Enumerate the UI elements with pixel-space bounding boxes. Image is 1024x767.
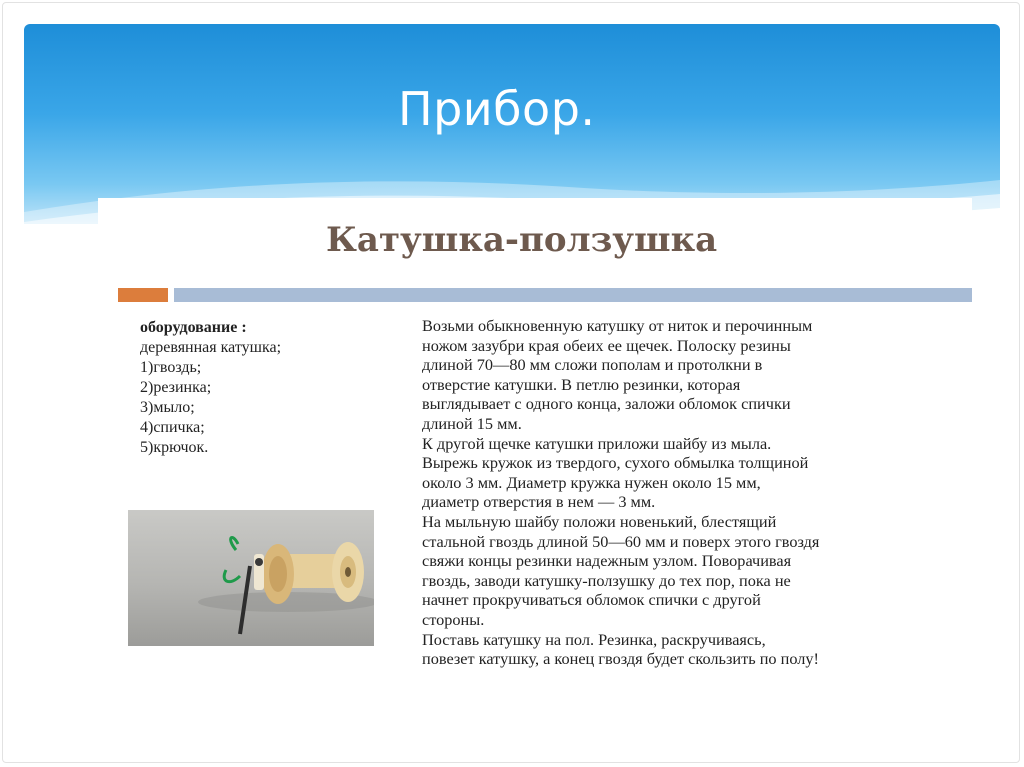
instruction-line: отверстие катушки. В петлю резинки, которая — [422, 374, 741, 394]
instruction-line: диаметр отверстия в нем — 3 мм. — [422, 492, 656, 512]
instruction-line: свяжи концы резинки надежным узлом. Поворачивая — [422, 551, 792, 571]
instruction-line: около 3 мм. Диаметр кружка нужен около 15 мм, — [422, 472, 761, 492]
accent-bar-blue — [174, 288, 972, 302]
instruction-line: На мыльную шайбу положи новенький, блестящий — [422, 511, 777, 531]
instruction-line: повезет катушку, а конец гвоздя будет скользить по полу! — [422, 649, 819, 669]
instruction-line: К другой щечке катушки приложи шайбу из мыла. — [422, 433, 772, 453]
instruction-line: стороны. — [422, 609, 485, 629]
instruction-line: длиной 15 мм. — [422, 413, 522, 433]
card-title: Катушка-ползушка — [326, 220, 718, 260]
instruction-line: Возьми обыкновенную катушку от ниток и перочинным — [422, 316, 813, 335]
instruction-line: стальной гвоздь длиной 50—60 мм и поверх этого гвоздя — [422, 531, 820, 551]
instruction-line: длиной 70—80 мм сложи пополам и протолкни в — [422, 355, 763, 375]
slide-title: Прибор. — [398, 82, 596, 136]
instruction-line: ножом зазубри края обеих ее щечек. Полоску резины — [422, 335, 791, 355]
instruction-line: начнет прокручиваться обломок спички с другой — [422, 590, 761, 610]
instruction-line: выглядывает с одного конца, заложи обломок спички — [422, 394, 791, 414]
equipment-item: 2)резинка; — [140, 379, 212, 396]
accent-bar-orange — [118, 288, 168, 302]
instruction-line: гвоздь, заводи катушку-ползушку до тех пор, пока не — [422, 570, 791, 590]
content-card — [98, 198, 972, 668]
instruction-line: Поставь катушку на пол. Резинка, раскручиваясь, — [422, 629, 766, 649]
header-band — [24, 24, 1000, 224]
equipment-item: 3)мыло; — [140, 399, 195, 416]
equipment-list — [140, 318, 380, 458]
spool-illustration — [128, 510, 374, 646]
spool-photo — [128, 510, 374, 646]
equipment-item: 1)гвоздь; — [140, 359, 202, 376]
equipment-heading: оборудование : — [140, 319, 247, 336]
equipment-item: 5)крючок. — [140, 439, 209, 456]
instruction-line: Вырежь кружок из твердого, сухого обмылка толщиной — [422, 453, 809, 473]
equipment-item: деревянная катушка; — [140, 339, 282, 356]
instructions-text — [422, 316, 962, 669]
equipment-item: 4)спичка; — [140, 419, 205, 436]
